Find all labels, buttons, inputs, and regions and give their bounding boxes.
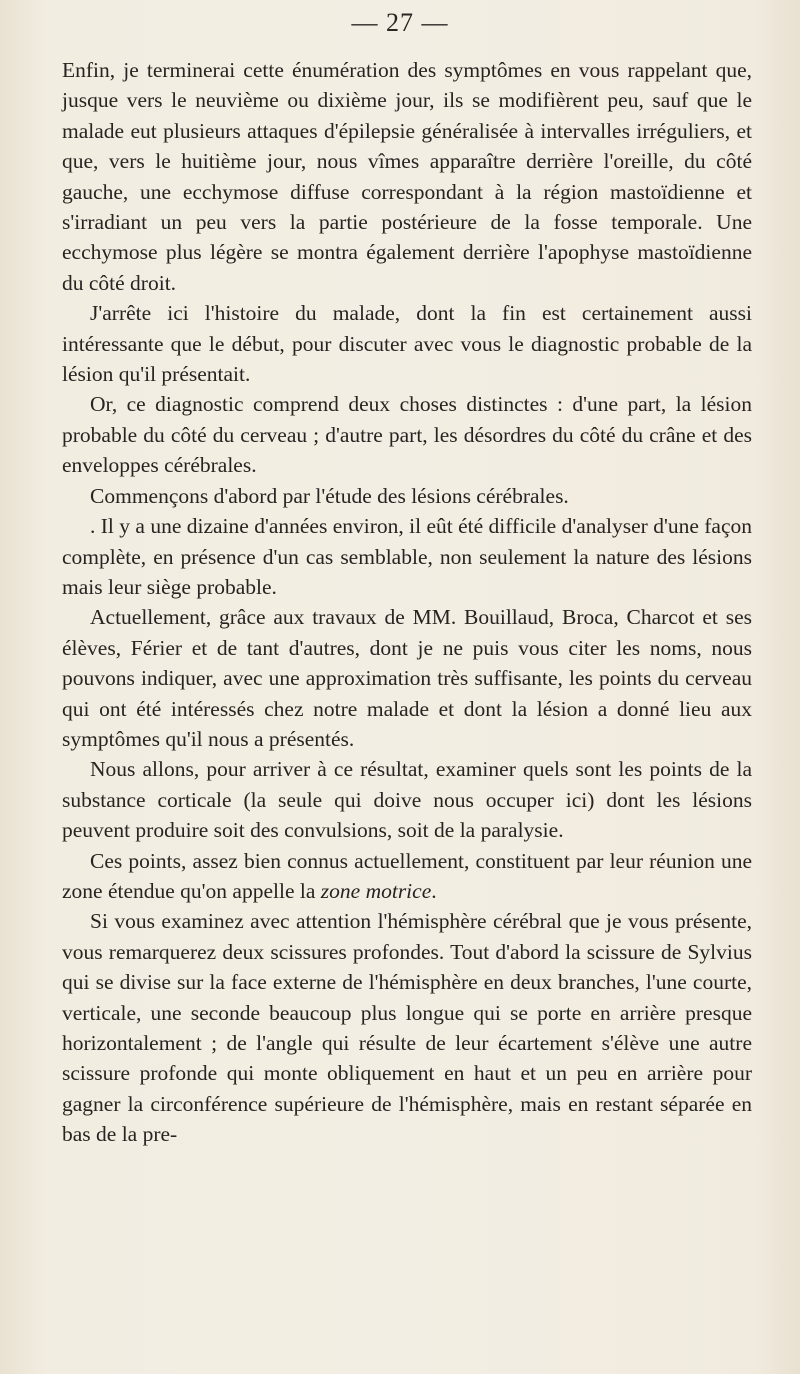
paragraph-cortical-points: Nous allons, pour arriver à ce résultat, examiner quels sont les points de la substance corticale (la seule qui doive nous occuper ici) dont les lésions peuvent produire soit des convulsions, soit de la paralysie.	[62, 757, 752, 843]
paragraph-motor-zone	[62, 846, 752, 907]
paragraph-history-stop: J'arrête ici l'histoire du malade, dont la fin est certainement aussi intéressante que le début, pour discuter avec vous le diagnostic probable de la lésion qu'il présentait.	[62, 301, 752, 387]
paragraph-hemisphere-fissures: Si vous examinez avec attention l'hémisphère cérébral que je vous présente, vous remarquerez deux scissures profondes. Tout d'abord la scissure de Sylvius qui se divise sur la face externe de l'hémisphère en deux branches, l'une courte, verticale, une seconde beaucoup plus longue qui se porte en arrière presque horizontalement ; de l'angle qui résulte de leur écartement s'élève une autre scissure profonde qui monte obliquement en haut et un peu en arrière pour gagner la circonférence supérieure de l'hémisphère, mais en restant séparée en bas de la pre-	[62, 909, 752, 1147]
body-text	[62, 55, 752, 1150]
paragraph-symptoms-end: Enfin, je terminerai cette énumération des symptômes en vous rappelant que, jusque vers le neuvième ou dixième jour, ils se modifièrent peu, sauf que le malade eut plusieurs attaques d'épilepsie généralisée à intervalles irréguliers, et que, vers le huitième jour, nous vîmes apparaître derrière l'oreille, du côté gauche, une ecchymose diffuse correspondant à la région mastoïdienne et s'irradiant un peu vers la partie postérieure de la fosse temporale. Une ecchymose plus légère se montra également derrière l'apophyse mastoïdienne du côté droit.	[62, 58, 752, 295]
page-number: — 27 —	[351, 8, 449, 37]
motor-zone-text-before: Ces points, assez bien connus actuellement, constituent par leur réunion une zone étendue qu'on appelle la	[62, 848, 752, 903]
paragraph-ten-years-ago: . Il y a une dizaine d'années environ, il eût été difficile d'analyser d'une façon complète, en présence d'un cas semblable, non seulement la nature des lésions mais leur siège probable.	[62, 514, 752, 599]
paragraph-cerebral-lesions: Commençons d'abord par l'étude des lésions cérébrales.	[90, 483, 569, 508]
paragraph-diagnosis: Or, ce diagnostic comprend deux choses distinctes : d'une part, la lésion probable du côté du cerveau ; d'autre part, les désordres du côté du crâne et des enveloppes cérébrales.	[62, 392, 752, 478]
motor-zone-text-after: .	[431, 878, 437, 903]
paragraph-current-research: Actuellement, grâce aux travaux de MM. Bouillaud, Broca, Charcot et ses élèves, Férier et de tant d'autres, dont je ne puis vous citer les noms, nous pouvons indiquer, avec une approximation très suffisante, les points du cerveau qui ont été intéressés chez notre malade et dont la lésion a donné lieu aux symptômes qu'il nous a présentés.	[62, 605, 752, 751]
motor-zone-term: zone motrice	[320, 878, 432, 903]
